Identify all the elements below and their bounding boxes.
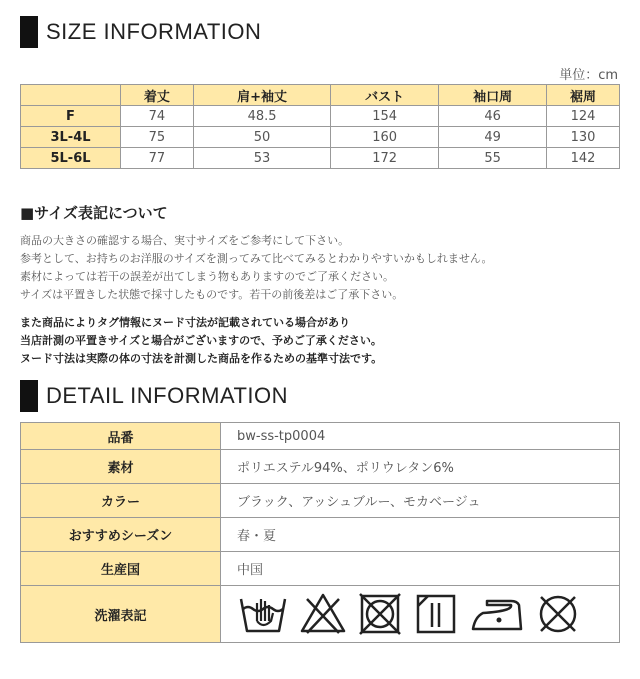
size-note-body [20,232,493,304]
detail-section-heading [20,380,288,412]
detail-value: 中国 [221,552,620,586]
detail-value: ポリエステル94%、ポリウレタン6% [221,450,620,484]
note-bold-line: ヌード寸法は実際の体の寸法を計測した商品を作るための基準寸法です。 [20,352,383,365]
care-symbols [237,591,619,637]
detail-label: 品番 [21,423,221,450]
table-cell: 124 [547,106,620,127]
table-cell: 55 [439,148,547,169]
detail-row [21,423,620,450]
detail-row [21,450,620,484]
table-cell: 142 [547,148,620,169]
note-bold-line: また商品によりタグ情報にヌード寸法が記載されている場合があり [20,316,350,329]
low-iron-icon [469,591,525,637]
professional-wet-clean-icon [535,591,581,637]
corner-cell [21,85,121,106]
column-header: 着丈 [121,85,194,106]
no-tumble-dry-icon [357,591,403,637]
table-cell: 77 [121,148,194,169]
table-cell: 154 [331,106,439,127]
size-label: 5L-6L [21,148,121,169]
size-note-title: ■サイズ表記について [20,204,168,222]
size-table [20,84,620,169]
detail-heading-text: DETAIL INFORMATION [46,383,289,408]
care-symbols-cell [221,586,620,643]
detail-row [21,552,620,586]
detail-label: 素材 [21,450,221,484]
table-row [21,106,620,127]
table-cell: 160 [331,127,439,148]
column-header: バスト [331,85,439,106]
table-cell: 130 [547,127,620,148]
table-cell: 46 [439,106,547,127]
table-cell: 48.5 [193,106,330,127]
size-label: 3L-4L [21,127,121,148]
size-section-heading [20,16,261,48]
table-cell: 74 [121,106,194,127]
table-row [21,127,620,148]
detail-label: カラー [21,484,221,518]
detail-label: おすすめシーズン [21,518,221,552]
table-cell: 172 [331,148,439,169]
table-row [21,148,620,169]
detail-value: ブラック、アッシュブルー、モカベージュ [221,484,620,518]
detail-value: 春・夏 [221,518,620,552]
note-line: 商品の大きさの確認する場合、実寸サイズをご参考にして下さい。 [20,234,350,247]
nude-size-note [20,314,382,368]
note-line: サイズは平置きした状態で採寸したものです。若干の前後差はご了承下さい。 [20,288,404,301]
size-heading-text: SIZE INFORMATION [46,19,262,44]
detail-table [20,422,620,643]
detail-label: 生産国 [21,552,221,586]
detail-row [21,586,620,643]
table-cell: 53 [193,148,330,169]
detail-row [21,518,620,552]
note-bold-line: 当店計測の平置きサイズと場合がございますので、予めご了承ください。 [20,334,382,347]
heading-bar [20,380,38,412]
table-cell: 75 [121,127,194,148]
column-header: 肩+袖丈 [193,85,330,106]
note-line: 参考として、お持ちのお洋服のサイズを測ってみて比べてみるとわかりやすいかもしれません。 [20,252,493,265]
size-label: F [21,106,121,127]
column-header: 裾周 [547,85,620,106]
note-line: 素材によっては若干の誤差が出てしまう物もありますのでご了承ください。 [20,270,394,283]
detail-label: 洗濯表記 [21,586,221,643]
line-dry-shade-icon [413,591,459,637]
table-cell: 50 [193,127,330,148]
detail-value: bw-ss-tp0004 [221,423,620,450]
detail-row [21,484,620,518]
size-table-header-row [21,85,620,106]
hand-wash-icon [237,591,289,637]
unit-label: 単位：cm [559,68,618,83]
heading-bar [20,16,38,48]
column-header: 袖口周 [439,85,547,106]
table-cell: 49 [439,127,547,148]
no-bleach-icon [299,591,347,637]
